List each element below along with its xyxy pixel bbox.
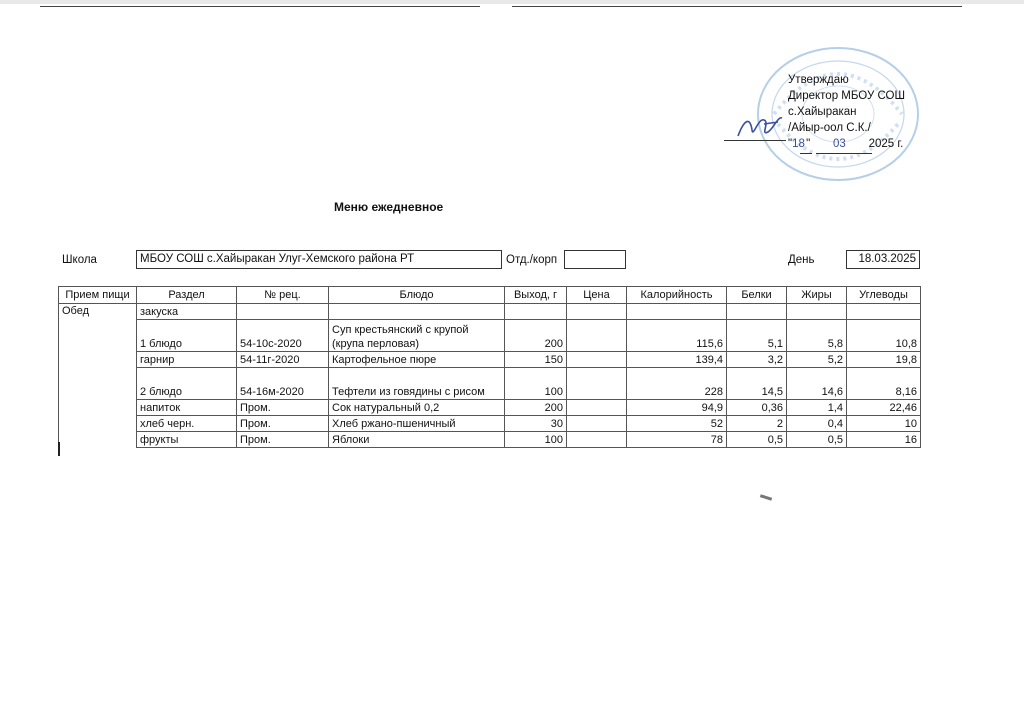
fat-cell: 5,8 [787, 320, 847, 352]
protein-cell: 0,5 [727, 432, 787, 448]
recipe-cell: 54-16м-2020 [237, 368, 329, 400]
col-header-price: Цена [567, 287, 627, 304]
price-cell [567, 352, 627, 368]
carbs-cell: 8,16 [847, 368, 921, 400]
scan-artifact-line [40, 6, 480, 7]
protein-cell: 14,5 [727, 368, 787, 400]
recipe-cell [237, 304, 329, 320]
dish-cell: Хлеб ржано-пшеничный [329, 416, 505, 432]
weight-cell: 200 [505, 320, 567, 352]
col-header-meal: Прием пищи [59, 287, 137, 304]
kcal-cell: 78 [627, 432, 727, 448]
table-row [59, 368, 921, 400]
table-row [59, 304, 921, 320]
day-field[interactable]: 18.03.2025 [846, 250, 920, 269]
kcal-cell: 228 [627, 368, 727, 400]
dish-cell: Тефтели из говядины с рисом [329, 368, 505, 400]
date-quote-open: " [788, 138, 793, 150]
dish-cell: Картофельное пюре [329, 352, 505, 368]
scan-top-edge [0, 0, 1024, 4]
month-underline [816, 153, 872, 154]
price-cell [567, 304, 627, 320]
school-field[interactable]: МБОУ СОШ с.Хайыракан Улуг-Хемского района РТ [136, 250, 502, 269]
dish-cell [329, 304, 505, 320]
menu-table [58, 286, 921, 448]
approval-year: 2025 г. [868, 138, 904, 150]
fat-cell [787, 304, 847, 320]
col-header-carbs: Углеводы [847, 287, 921, 304]
fat-cell: 5,2 [787, 352, 847, 368]
protein-cell [727, 304, 787, 320]
school-label: Школа [62, 254, 97, 266]
col-header-section: Раздел [137, 287, 237, 304]
col-header-weight: Выход, г [505, 287, 567, 304]
table-row [59, 352, 921, 368]
table-header-row [59, 287, 921, 304]
section-cell: закуска [137, 304, 237, 320]
dept-field[interactable] [564, 250, 626, 269]
protein-cell: 2 [727, 416, 787, 432]
price-cell [567, 320, 627, 352]
table-row [59, 320, 921, 352]
dish-cell: Суп крестьянский с крупой (крупа перловая) [329, 320, 505, 352]
section-cell: гарнир [137, 352, 237, 368]
recipe-cell: Пром. [237, 432, 329, 448]
price-cell [567, 400, 627, 416]
carbs-cell: 22,46 [847, 400, 921, 416]
weight-cell: 30 [505, 416, 567, 432]
section-cell: напиток [137, 400, 237, 416]
director-signature [734, 110, 788, 144]
table-row [59, 416, 921, 432]
recipe-cell: 54-10с-2020 [237, 320, 329, 352]
approval-date [788, 136, 905, 152]
kcal-cell: 52 [627, 416, 727, 432]
approval-month: 03 [832, 138, 846, 150]
approval-line-2: Директор МБОУ СОШ [788, 90, 906, 102]
section-cell: хлеб черн. [137, 416, 237, 432]
approval-line-1: Утверждаю [788, 74, 849, 86]
scan-side-mark [58, 442, 60, 456]
protein-cell: 3,2 [727, 352, 787, 368]
protein-cell: 0,36 [727, 400, 787, 416]
fat-cell: 14,6 [787, 368, 847, 400]
scan-artifact-line [512, 6, 962, 7]
price-cell [567, 368, 627, 400]
fat-cell: 0,4 [787, 416, 847, 432]
kcal-cell: 115,6 [627, 320, 727, 352]
fat-cell: 1,4 [787, 400, 847, 416]
day-label: День [788, 254, 815, 266]
col-header-fat: Жиры [787, 287, 847, 304]
weight-cell [505, 304, 567, 320]
kcal-cell: 94,9 [627, 400, 727, 416]
meal-cell: Обед [59, 304, 137, 448]
signature-line [724, 140, 786, 141]
weight-cell: 200 [505, 400, 567, 416]
date-quote-close: " [806, 138, 811, 150]
col-header-protein: Белки [727, 287, 787, 304]
weight-cell: 150 [505, 352, 567, 368]
approval-day: 18 [792, 138, 805, 150]
carbs-cell: 19,8 [847, 352, 921, 368]
section-cell: 1 блюдо [137, 320, 237, 352]
table-row [59, 432, 921, 448]
weight-cell: 100 [505, 368, 567, 400]
page-title: Меню ежедневное [334, 200, 444, 214]
approval-block [788, 72, 905, 152]
carbs-cell: 10,8 [847, 320, 921, 352]
dish-cell: Яблоки [329, 432, 505, 448]
carbs-cell [847, 304, 921, 320]
carbs-cell: 16 [847, 432, 921, 448]
scan-artifact-dash [760, 494, 772, 501]
dish-cell: Сок натуральный 0,2 [329, 400, 505, 416]
kcal-cell [627, 304, 727, 320]
col-header-kcal: Калорийность [627, 287, 727, 304]
carbs-cell: 10 [847, 416, 921, 432]
fat-cell: 0,5 [787, 432, 847, 448]
day-underline [800, 153, 812, 154]
recipe-cell: Пром. [237, 400, 329, 416]
recipe-cell: 54-11г-2020 [237, 352, 329, 368]
table-row [59, 400, 921, 416]
dept-label: Отд./корп [506, 254, 558, 266]
col-header-dish: Блюдо [329, 287, 505, 304]
price-cell [567, 416, 627, 432]
price-cell [567, 432, 627, 448]
approval-line-4: /Айыр-оол С.К./ [788, 122, 871, 134]
weight-cell: 100 [505, 432, 567, 448]
protein-cell: 5,1 [727, 320, 787, 352]
recipe-cell: Пром. [237, 416, 329, 432]
approval-line-3: с.Хайыракан [788, 106, 857, 118]
section-cell: фрукты [137, 432, 237, 448]
kcal-cell: 139,4 [627, 352, 727, 368]
section-cell: 2 блюдо [137, 368, 237, 400]
col-header-recipe: № рец. [237, 287, 329, 304]
